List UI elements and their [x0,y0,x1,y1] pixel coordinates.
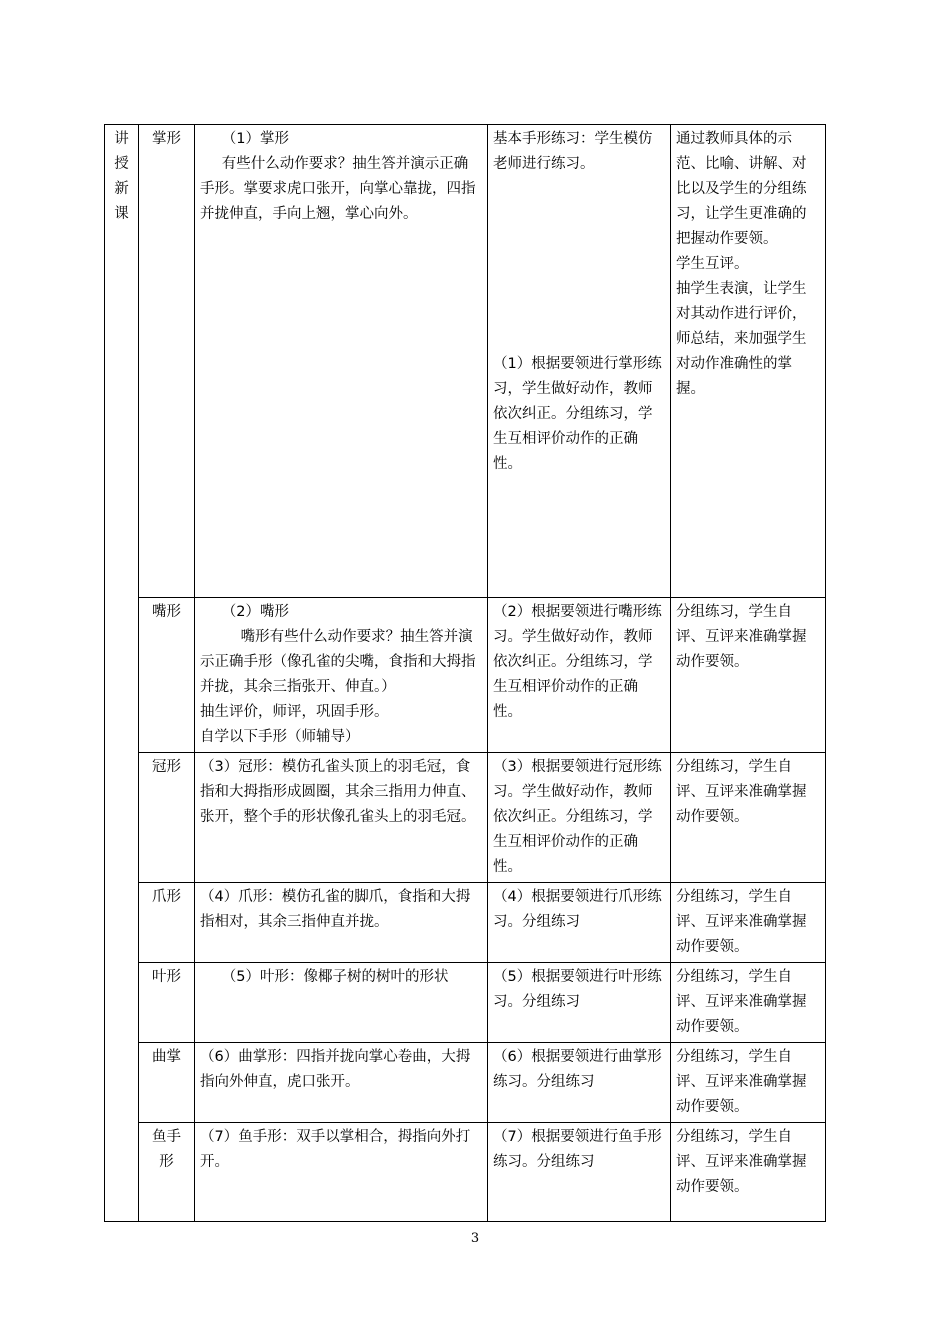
table-row [105,963,826,1043]
page-number: 3 [470,1231,480,1246]
content-heading: （1）掌形 [221,131,289,147]
intent-cell [671,963,826,1043]
content-cell [195,753,488,883]
table-row [105,1123,826,1222]
step-label: 曲掌 [152,1049,181,1065]
intent-cell [671,125,826,598]
content-text: （3）冠形：模仿孔雀头顶上的羽毛冠，食指和大拇指形成圆圈，其余三指用力伸直、张开，整个手的形状像孔雀头上的羽毛冠。 [200,759,476,825]
intent-cell [671,598,826,753]
table-row [105,753,826,883]
intent-text: 分组练习，学生自评、互评来准确掌握动作要领。 [676,604,807,670]
activity-cell [488,753,671,883]
content-text: （6）曲掌形：四指并拢向掌心卷曲，大拇指向外伸直，虎口张开。 [200,1049,471,1090]
intent-cell [671,753,826,883]
content-cell [195,125,488,598]
table-row [105,1043,826,1123]
step-label: 爪形 [152,889,181,905]
intent-cell [671,1043,826,1123]
content-text: （4）爪形：模仿孔雀的脚爪，食指和大拇指相对，其余三指伸直并拢。 [200,889,471,930]
activity-text: （1）根据要领进行掌形练习，学生做好动作，教师依次纠正。分组练习，学生互相评价动作的正确性。 [493,356,662,472]
intent-text: 抽学生表演，让学生对其动作进行评价，师总结，来加强学生对动作准确性的掌握。 [676,281,807,397]
activity-cell [488,883,671,963]
intent-text: 分组练习，学生自评、互评来准确掌握动作要领。 [676,889,807,955]
intent-cell [671,883,826,963]
activity-cell [488,1043,671,1123]
activity-text: （4）根据要领进行爪形练习。分组练习 [493,889,662,930]
content-text: 自学以下手形（师辅导） [200,729,360,745]
step-cell [139,883,195,963]
intent-cell [671,1123,826,1222]
table-row [105,598,826,753]
step-cell [139,1123,195,1222]
activity-text: （6）根据要领进行曲掌形练习。分组练习 [493,1049,662,1090]
activity-text: （7）根据要领进行鱼手形练习。分组练习 [493,1129,662,1170]
step-cell [139,598,195,753]
content-text: （7）鱼手形：双手以掌相合，拇指向外打开。 [200,1129,471,1170]
intent-text: 分组练习，学生自评、互评来准确掌握动作要领。 [676,1049,807,1115]
activity-cell [488,598,671,753]
intent-text: 分组练习，学生自评、互评来准确掌握动作要领。 [676,759,807,825]
activity-text: 基本手形练习：学生模仿老师进行练习。 [493,131,653,172]
step-label: 叶形 [152,969,181,985]
step-label: 冠形 [152,759,181,775]
content-cell [195,1043,488,1123]
content-cell [195,883,488,963]
intent-text: 通过教师具体的示范、比喻、讲解、对比以及学生的分组练习，让学生更准确的把握动作要领。 [676,131,807,247]
content-text: （5）叶形：像椰子树的树叶的形状 [221,969,449,985]
content-heading: （2）嘴形 [221,604,289,620]
phase-cell [105,125,139,1222]
step-label: 鱼手形 [152,1129,181,1170]
step-label: 掌形 [152,131,181,147]
content-text: 嘴形有些什么动作要求？抽生答并演示正确手形（像孔雀的尖嘴，食指和大拇指并拢，其余三指张开、伸直。） [200,629,476,695]
content-cell [195,1123,488,1222]
intent-text: 分组练习，学生自评、互评来准确掌握动作要领。 [676,1129,807,1195]
content-cell [195,598,488,753]
table-row [105,883,826,963]
table-row [105,125,826,598]
step-cell [139,125,195,598]
content-cell [195,963,488,1043]
lesson-plan-table [104,124,826,1222]
content-text: 抽生评价，师评，巩固手形。 [200,704,389,720]
step-cell [139,1043,195,1123]
step-cell [139,963,195,1043]
intent-text: 学生互评。 [676,256,749,272]
step-label: 嘴形 [152,604,181,620]
phase-label: 讲授新课 [114,131,129,222]
activity-cell [488,125,671,598]
content-text: 有些什么动作要求？抽生答并演示正确手形。掌要求虎口张开，向掌心靠拢，四指并拢伸直，手向上翘，掌心向外。 [200,156,476,222]
activity-text: （3）根据要领进行冠形练习。学生做好动作，教师依次纠正。分组练习，学生互相评价动作的正确性。 [493,759,662,875]
intent-text: 分组练习，学生自评、互评来准确掌握动作要领。 [676,969,807,1035]
activity-text: （2）根据要领进行嘴形练习。学生做好动作，教师依次纠正。分组练习，学生互相评价动作的正确性。 [493,604,662,720]
step-cell [139,753,195,883]
activity-cell [488,1123,671,1222]
activity-cell [488,963,671,1043]
activity-text: （5）根据要领进行叶形练习。分组练习 [493,969,662,1010]
